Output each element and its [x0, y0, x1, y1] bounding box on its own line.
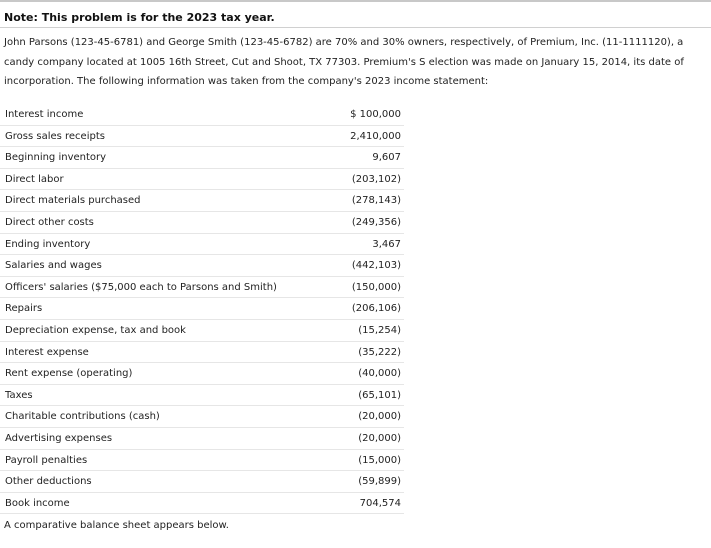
table-row — [0, 298, 404, 320]
income-statement-table — [0, 104, 404, 514]
row-value: $ 100,000 — [350, 109, 401, 120]
table-row — [0, 255, 404, 277]
row-value: (35,222) — [358, 346, 401, 358]
table-row — [0, 212, 404, 234]
row-value: (20,000) — [358, 411, 401, 423]
table-row — [0, 493, 404, 515]
row-value: (278,143) — [351, 195, 401, 207]
balance-sheet-note: A comparative balance sheet appears below. — [4, 520, 229, 531]
row-value: (40,000) — [358, 368, 401, 380]
table-row — [0, 169, 404, 191]
table-row — [0, 471, 404, 493]
table-row — [0, 320, 404, 342]
row-value: (15,000) — [358, 454, 401, 466]
note-separator — [0, 27, 711, 28]
row-label: Repairs — [5, 303, 43, 315]
table-row — [0, 104, 404, 126]
row-value: 704,574 — [359, 497, 401, 509]
row-value: (59,899) — [358, 476, 401, 488]
row-label: Payroll penalties — [5, 454, 88, 466]
problem-intro: John Parsons (123-45-6781) and George Smith (123-45-6782) are 70% and 30% owners, respectively, of Premium, Inc. (11-1111120), a candy company located at 1005 16th Street, Cut and Shoot, TX 77303. Premium's S election was made on January 15, 2014, its date of incorporation. The following information was taken from the company's 2023 income statement: — [4, 37, 684, 87]
row-value: (203,102) — [351, 173, 401, 185]
row-value: (20,000) — [358, 432, 401, 444]
row-label: Depreciation expense, tax and book — [5, 324, 186, 336]
table-row — [0, 385, 404, 407]
row-label: Gross sales receipts — [5, 130, 105, 142]
table-row — [0, 342, 404, 364]
row-value: (150,000) — [351, 281, 401, 293]
row-value: (442,103) — [351, 260, 401, 272]
table-row — [0, 450, 404, 472]
row-label: Ending inventory — [5, 238, 91, 250]
row-label: Direct materials purchased — [5, 195, 141, 207]
row-label: Book income — [5, 497, 70, 509]
row-value: 9,607 — [372, 152, 401, 164]
row-value: (206,106) — [351, 303, 401, 315]
table-row — [0, 363, 404, 385]
row-value: (15,254) — [358, 324, 401, 336]
row-label: Direct labor — [5, 173, 64, 185]
row-label: Interest expense — [5, 346, 89, 358]
row-value: (65,101) — [358, 389, 401, 401]
row-value: 2,410,000 — [350, 130, 401, 142]
table-row — [0, 428, 404, 450]
table-row — [0, 126, 404, 148]
row-label: Officers' salaries ($75,000 each to Parsons and Smith) — [5, 281, 277, 293]
row-value: 3,467 — [372, 238, 401, 250]
row-label: Taxes — [5, 389, 33, 401]
problem-note: Note: This problem is for the 2023 tax year. — [4, 11, 275, 24]
table-row — [0, 277, 404, 299]
row-label: Other deductions — [5, 476, 92, 488]
table-row — [0, 406, 404, 428]
table-row — [0, 147, 404, 169]
row-label: Salaries and wages — [5, 260, 102, 272]
row-label: Charitable contributions (cash) — [5, 411, 160, 423]
row-label: Beginning inventory — [5, 152, 107, 164]
table-row — [0, 234, 404, 256]
row-label: Interest income — [5, 109, 84, 120]
table-row — [0, 190, 404, 212]
row-label: Direct other costs — [5, 216, 94, 228]
row-label: Rent expense (operating) — [5, 368, 133, 380]
row-label: Advertising expenses — [5, 432, 113, 444]
row-value: (249,356) — [351, 216, 401, 228]
top-rule — [0, 0, 711, 2]
